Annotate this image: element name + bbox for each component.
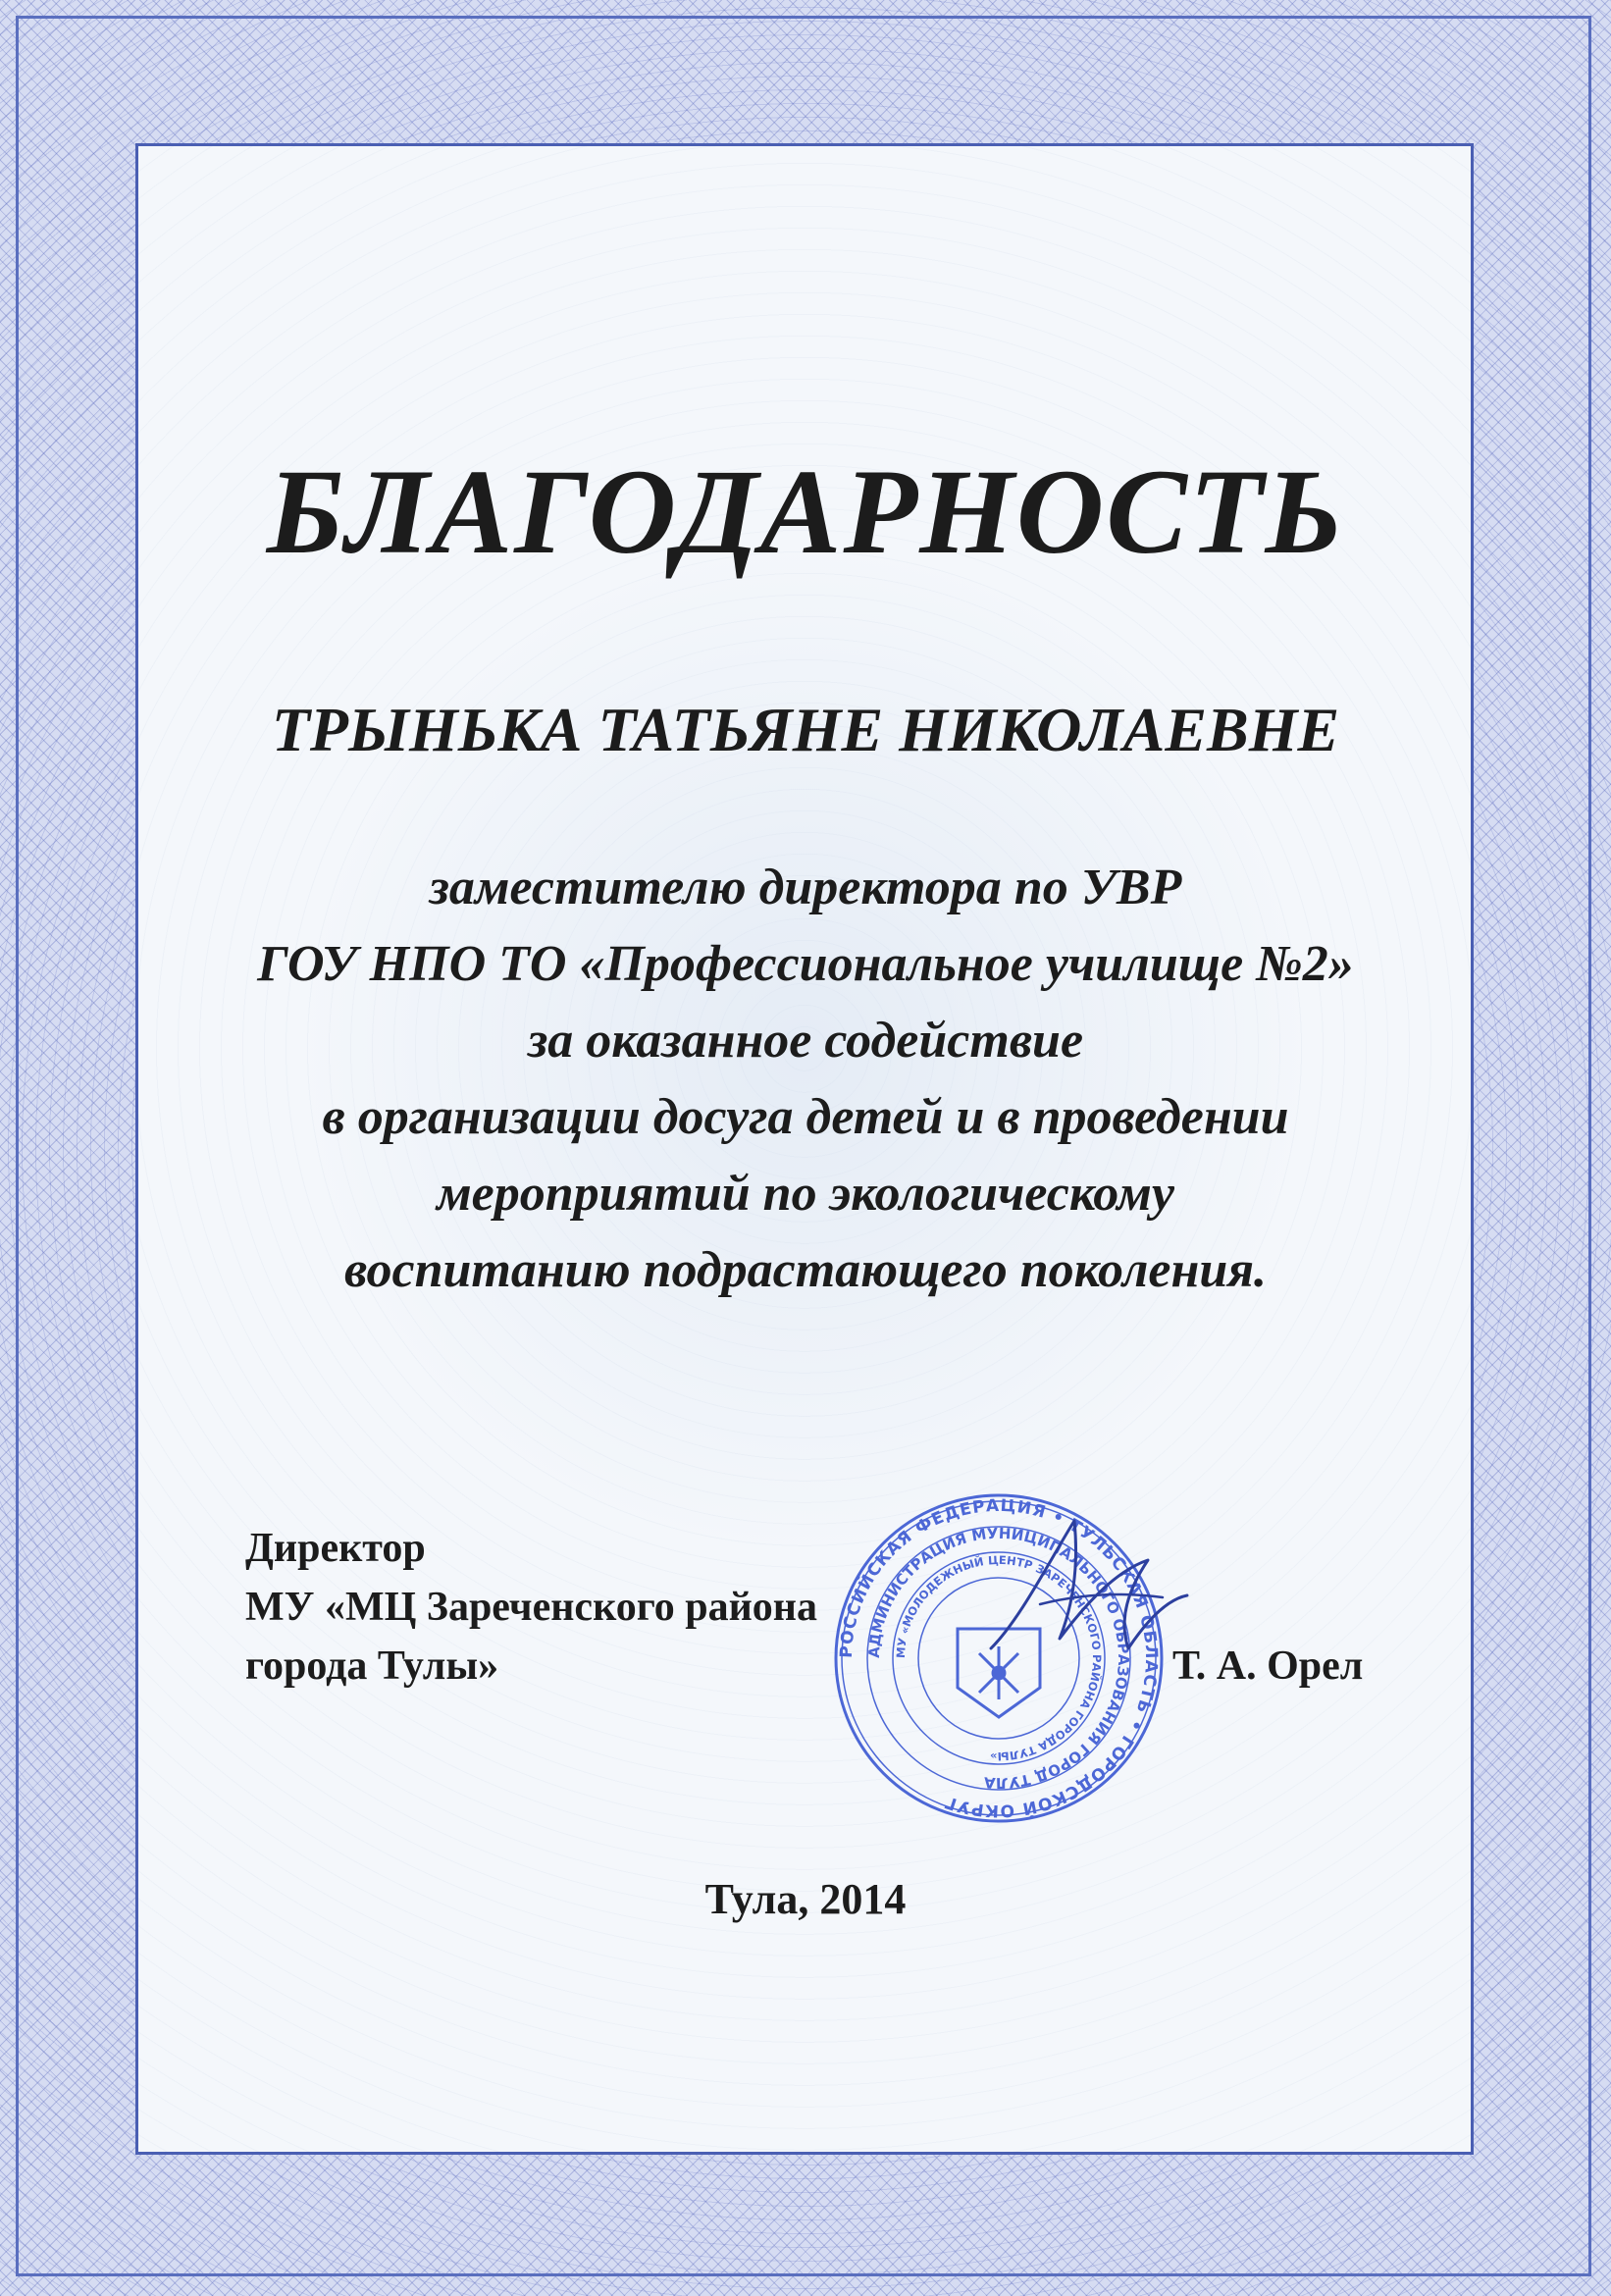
body-line: ГОУ НПО ТО «Профессиональное училище №2» [257, 936, 1354, 992]
certificate-title: БЛАГОДАРНОСТЬ [266, 444, 1345, 579]
signer-name: Т. А. Орел [1172, 1644, 1364, 1689]
body-line: воспитанию подрастающего поколения. [343, 1242, 1268, 1298]
signatory-line: Директор [245, 1526, 426, 1571]
signatory-line: МУ «МЦ Зареченского района [245, 1585, 817, 1630]
handwritten-signature [981, 1501, 1197, 1668]
signatory-title [245, 1519, 817, 1696]
body-line: за оказанное содействие [527, 1013, 1084, 1069]
body-line: в организации досуга детей и в проведении [322, 1089, 1289, 1145]
stamp-outer-text: РОССИЙСКАЯ ФЕДЕРАЦИЯ • ТУЛЬСКАЯ ОБЛАСТЬ • ГОРОДСКОЙ ОКРУГ [836, 1495, 1162, 1821]
certificate-body [0, 850, 1611, 1309]
signatory-line: города Тулы» [245, 1644, 499, 1689]
body-line: мероприятий по экологическому [437, 1166, 1174, 1222]
stamp-middle-text: АДМИНИСТРАЦИЯ МУНИЦИПАЛЬНОГО ОБРАЗОВАНИЯ ГОРОД ТУЛА [864, 1524, 1133, 1793]
body-line: заместителю директора по УВР [429, 860, 1182, 915]
stamp-inner-text: МУ «МОЛОДЕЖНЫЙ ЦЕНТР ЗАРЕЧЕНСКОГО РАЙОНА ГОРОДА ТУЛЫ» [893, 1552, 1105, 1764]
city-year: Тула, 2014 [704, 1875, 907, 1923]
recipient-name: ТРЫНЬКА ТАТЬЯНЕ НИКОЛАЕВНЕ [271, 695, 1340, 764]
